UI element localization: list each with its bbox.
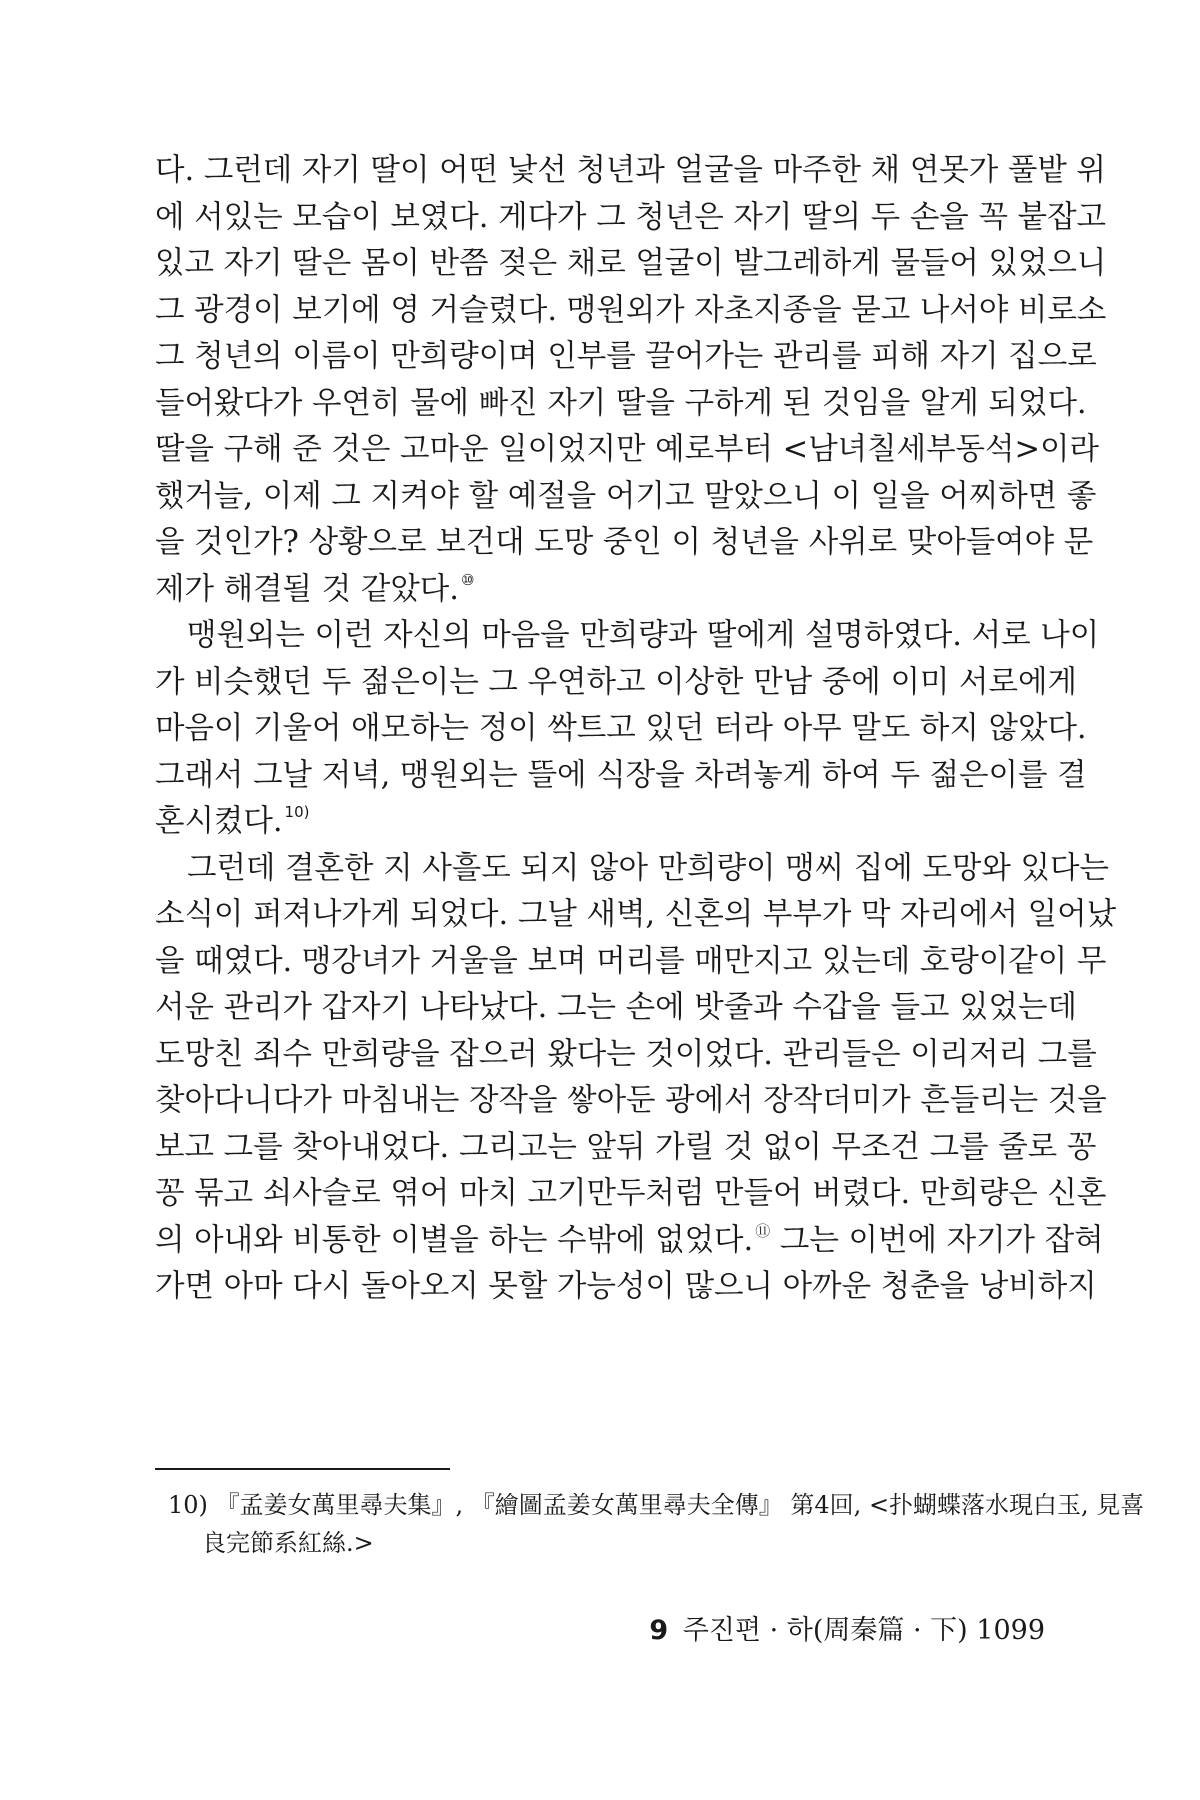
text-line: 가면 아마 다시 돌아오지 못할 가능성이 많으니 아까운 청춘을 낭비하지 [155, 1269, 1097, 1304]
paragraph-1 [155, 148, 1107, 613]
text-line: 찾아다니다가 마침내는 장작을 쌓아둔 광에서 장작더미가 흔들리는 것을 [155, 1083, 1107, 1118]
text-line: 꽁 묶고 쇠사슬로 엮어 마치 고기만두처럼 만들어 버렸다. 만희량은 신혼 [155, 1176, 1107, 1211]
text-line-content: 의 아내와 비통한 이별을 하는 수밖에 없었다. [155, 1222, 754, 1258]
text-line: 딸을 구해 준 것은 고마운 일이었지만 예로부터 <남녀칠세부동석>이라 [155, 432, 1099, 467]
text-line [155, 567, 1045, 614]
text-line: 그 광경이 보기에 영 거슬렸다. 맹원외가 자초지종을 묻고 나서야 비로소 [155, 292, 1107, 328]
text-line: 했거늘, 이제 그 지켜야 할 예절을 어기고 말았으니 이 일을 어찌하면 좋 [155, 478, 1097, 514]
chapter-title: 주진편 · 하(周秦篇 · 下) [682, 1615, 968, 1646]
text-line [155, 1218, 1104, 1265]
text-line: 가 비슷했던 두 젊은이는 그 우연하고 이상한 만남 중에 이미 서로에게 [155, 664, 1077, 700]
text-line: 들어왔다가 우연히 물에 빠진 자기 딸을 구하게 된 것임을 알게 되었다. [155, 385, 1087, 421]
footnote-line: 良完節系紅絲.> [202, 1529, 374, 1557]
text-line [155, 799, 1045, 846]
text-line: 을 것인가? 상황으로 보건대 도망 중인 이 청년을 사위로 맞아들여야 문 [155, 525, 1094, 560]
text-line: 그 청년의 이름이 만희량이며 인부를 끌어가는 관리를 피해 자기 집으로 [155, 339, 1097, 374]
text-line: 마음이 기울어 애모하는 정이 싹트고 있던 터라 아무 말도 하지 않았다. [155, 711, 1087, 746]
text-line-content: 제가 해결될 것 같았다. [155, 571, 459, 607]
text-line: 보고 그를 찾아내었다. 그리고는 앞뒤 가릴 것 없이 무조건 그를 줄로 꽁 [155, 1129, 1097, 1165]
text-line: 에 서있는 모습이 보였다. 게다가 그 청년은 자기 딸의 두 손을 꼭 붙잡고 [155, 199, 1106, 235]
footnote [168, 1486, 1145, 1562]
footnote-marker: ⑩ [460, 570, 475, 589]
paragraph-3 [155, 846, 1117, 1311]
page-number: 1099 [976, 1615, 1045, 1646]
footnote-divider [155, 1468, 450, 1470]
body-text [155, 148, 1117, 1311]
text-line: 그런데 결혼한 지 사흘도 되지 않아 만희량이 맹씨 집에 도망와 있다는 [187, 850, 1109, 886]
text-line-tail: 그는 이번에 자기가 잡혀 [770, 1222, 1104, 1258]
footnote-marker: ⑪ [755, 1221, 771, 1240]
running-footer [649, 1608, 1045, 1647]
footnote-marker: 10) [284, 803, 310, 821]
chapter-number: 9 [649, 1615, 669, 1646]
text-line: 그래서 그날 저녁, 맹원외는 뜰에 식장을 차려놓게 하여 두 젊은이를 결 [155, 757, 1087, 793]
text-line: 도망친 죄수 만희량을 잡으러 왔다는 것이었다. 관리들은 이리저리 그를 [155, 1036, 1097, 1072]
footnote-line: 10) 『孟姜女萬里尋夫集』, 『繪圖孟姜女萬里尋夫全傳』 第4回, <扑蝴蝶落水現白玉, 見喜 [168, 1491, 1145, 1519]
paragraph-2 [155, 613, 1100, 846]
text-line: 맹원외는 이런 자신의 마음을 만희량과 딸에게 설명하였다. 서로 나이 [187, 618, 1100, 653]
text-line: 있고 자기 딸은 몸이 반쯤 젖은 채로 얼굴이 발그레하게 물들어 있었으니 [155, 246, 1107, 281]
text-line: 소식이 퍼져나가게 되었다. 그날 새벽, 신혼의 부부가 막 자리에서 일어났 [155, 897, 1117, 932]
text-line: 서운 관리가 갑자기 나타났다. 그는 손에 밧줄과 수갑을 들고 있었는데 [155, 990, 1077, 1025]
text-line: 다. 그런데 자기 딸이 어떤 낯선 청년과 얼굴을 마주한 채 연못가 풀밭 위 [155, 153, 1106, 188]
text-line-content: 혼시켰다. [155, 804, 283, 839]
text-line: 을 때였다. 맹강녀가 거울을 보며 머리를 매만지고 있는데 호랑이같이 무 [155, 943, 1107, 979]
